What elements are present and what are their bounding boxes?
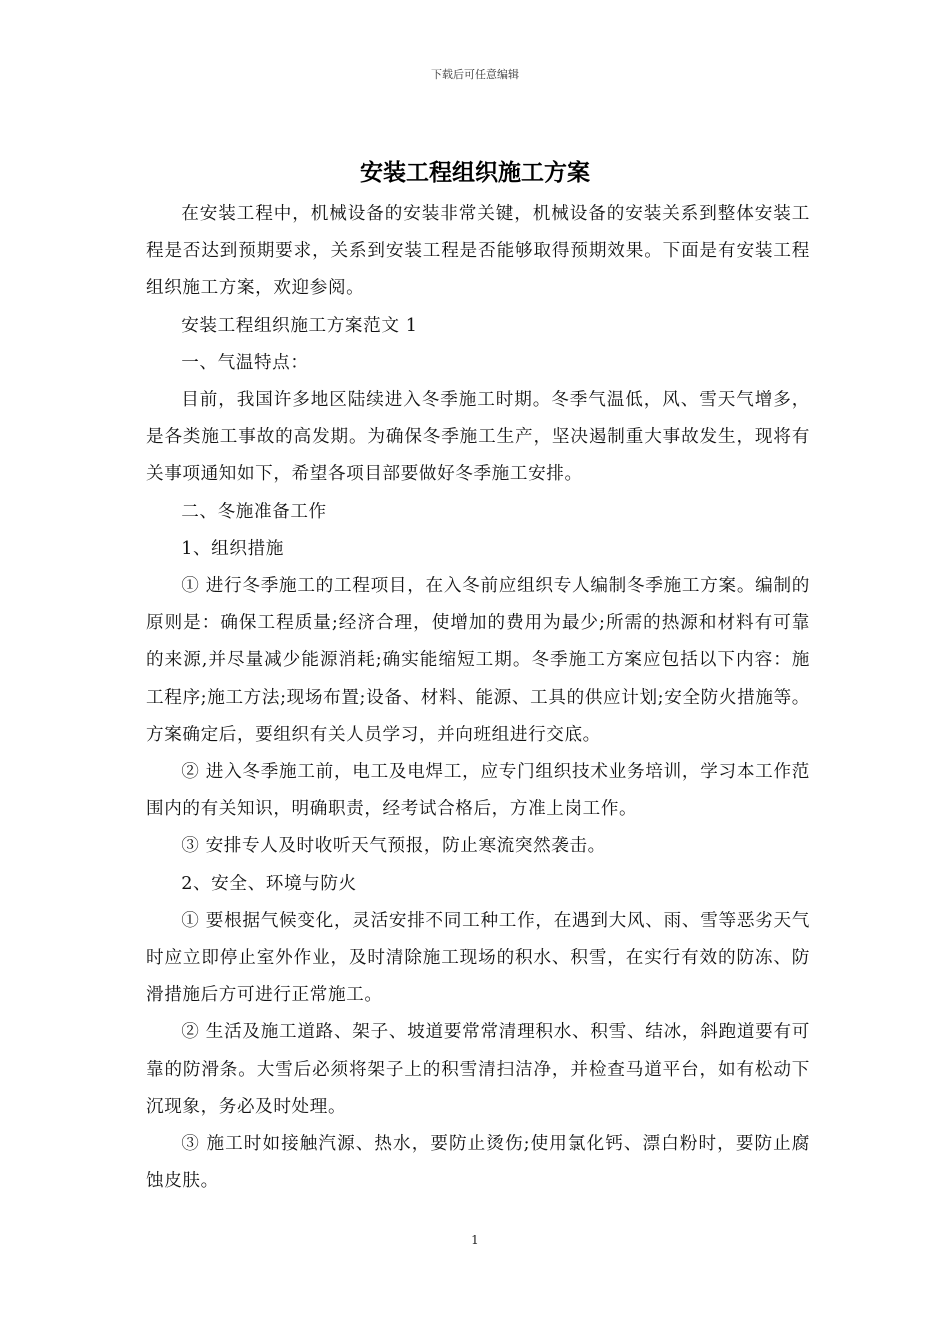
organization-item-1: ① 进行冬季施工的工程项目，在入冬前应组织专人编制冬季施工方案。编制的原则是：确保工程质量;经济合理，使增加的费用为最少;所需的热源和材料有可靠的来源,并尽量减少能源消耗;确实能缩短工期。冬季施工方案应包括以下内容：施工程序;施工方法;现场布置;设备、材料、能源、工具的供应计划;安全防火措施等。方案确定后，要组织有关人员学习，并向班组进行交底。 xyxy=(146,576,810,745)
sample-heading: 安装工程组织施工方案范文 1 xyxy=(181,315,418,336)
download-note: 下载后可任意编辑 xyxy=(431,68,519,81)
document-title: 安装工程组织施工方案 xyxy=(360,159,590,186)
safety-item-1: ① 要根据气候变化，灵活安排不同工种工作，在遇到大风、雨、雪等恶劣天气时应立即停止室外作业，及时清除施工现场的积水、积雪，在实行有效的防冻、防滑措施后方可进行正常施工。 xyxy=(146,910,810,1006)
document-body xyxy=(146,196,810,1200)
section-heading-preparation: 二、冬施准备工作 xyxy=(181,501,327,522)
temperature-paragraph: 目前，我国许多地区陆续进入冬季施工时期。冬季气温低，风、雪天气增多，是各类施工事故的高发期。为确保冬季施工生产，坚决遏制重大事故发生，现将有关事项通知如下，希望各项目部要做好冬季施工安排。 xyxy=(146,390,810,485)
page-number: 1 xyxy=(471,1233,479,1247)
section-heading-temperature: 一、气温特点： xyxy=(181,352,309,373)
subsection-heading-safety: 2、安全、环境与防火 xyxy=(181,873,357,894)
organization-item-3: ③ 安排专人及时收听天气预报，防止寒流突然袭击。 xyxy=(181,836,606,857)
organization-item-2: ② 进入冬季施工前，电工及电焊工，应专门组织技术业务培训，学习本工作范围内的有关知识，明确职责，经考试合格后，方准上岗工作。 xyxy=(146,762,810,820)
subsection-heading-organization: 1、组织措施 xyxy=(181,538,284,559)
safety-item-2: ② 生活及施工道路、架子、坡道要常常清理积水、积雪、结冰，斜跑道要有可靠的防滑条。大雪后必须将架子上的积雪清扫洁净，并检查马道平台，如有松动下沉现象，务必及时处理。 xyxy=(146,1022,810,1117)
safety-item-3: ③ 施工时如接触汽源、热水，要防止烫伤;使用氯化钙、漂白粉时，要防止腐蚀皮肤。 xyxy=(146,1134,810,1192)
intro-paragraph: 在安装工程中，机械设备的安装非常关键，机械设备的安装关系到整体安装工程是否达到预期要求，关系到安装工程是否能够取得预期效果。下面是有安装工程组织施工方案，欢迎参阅。 xyxy=(146,204,810,299)
